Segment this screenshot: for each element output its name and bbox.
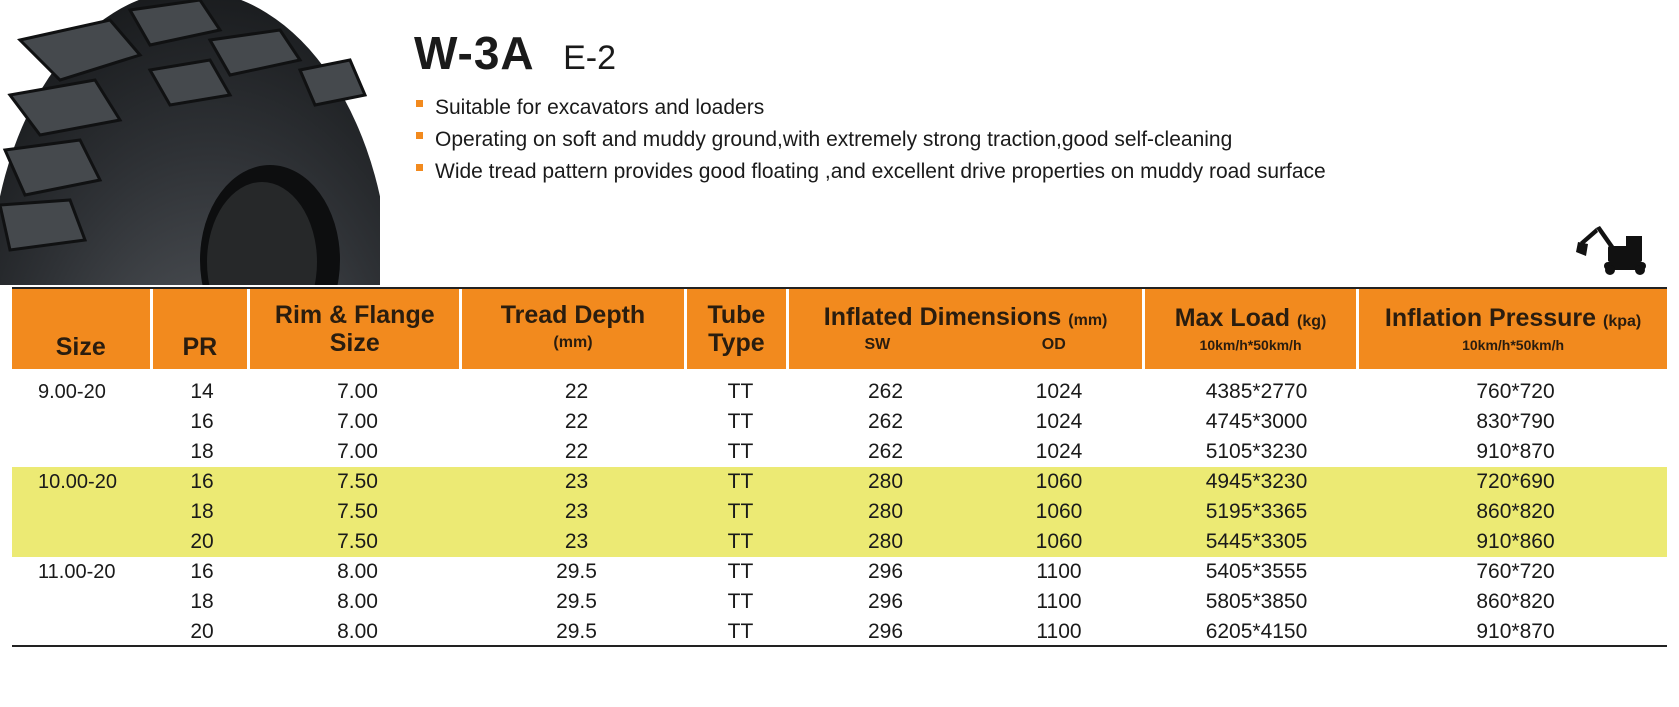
cell-od: 1024 (1035, 440, 1083, 463)
table-row (12, 617, 1667, 647)
header-tube (687, 289, 787, 369)
cell-tread: 22 (564, 440, 589, 463)
cell-sw: 296 (867, 560, 904, 583)
cell-sw: 296 (867, 590, 904, 613)
header-rim (250, 289, 459, 369)
cell-tread: 23 (564, 530, 589, 553)
cell-pressure: 860*820 (1476, 590, 1555, 613)
feature-item (416, 156, 1326, 188)
header-dims-subs (789, 335, 1142, 355)
cell-max-load: 5195*3365 (1205, 500, 1308, 523)
cell-tube: TT (727, 620, 754, 643)
cell-tread: 29.5 (556, 590, 597, 613)
cell-pr: 16 (190, 470, 214, 493)
cell-pressure: 860*820 (1476, 500, 1555, 523)
cell-rim: 7.00 (337, 410, 378, 433)
cell-pr: 20 (190, 530, 214, 553)
header-tread (462, 289, 683, 369)
cell-sw: 262 (867, 410, 904, 433)
header-load-label: Max Load (1174, 304, 1291, 332)
cell-tube: TT (727, 530, 754, 553)
pattern-code: E-2 (563, 39, 616, 77)
cell-pr: 14 (190, 380, 214, 403)
cell-max-load: 5105*3230 (1205, 440, 1308, 463)
model-name: W-3A (414, 27, 535, 79)
cell-od: 1024 (1035, 380, 1083, 403)
header-od: OD (1041, 336, 1066, 353)
cell-pr: 16 (190, 560, 214, 583)
cell-sw: 280 (867, 530, 904, 553)
size-group (12, 377, 1667, 467)
cell-tread: 23 (564, 500, 589, 523)
cell-pressure: 910*870 (1476, 440, 1555, 463)
cell-pressure: 760*720 (1476, 560, 1555, 583)
table-row (12, 557, 1667, 587)
cell-tread: 29.5 (556, 560, 597, 583)
cell-pressure: 910*870 (1476, 620, 1555, 643)
feature-text: Operating on soft and muddy ground,with extremely strong traction,good self-cleaning (435, 128, 1233, 151)
cell-od: 1060 (1035, 500, 1083, 523)
bullet-icon (416, 100, 423, 107)
cell-max-load: 4945*3230 (1205, 470, 1308, 493)
cell-max-load: 4745*3000 (1205, 410, 1308, 433)
product-title (414, 26, 616, 80)
cell-tube: TT (727, 410, 754, 433)
cell-max-load: 4385*2770 (1205, 380, 1308, 403)
cell-pressure: 830*790 (1476, 410, 1555, 433)
cell-tread: 22 (564, 410, 589, 433)
cell-size: 11.00-20 (38, 560, 116, 583)
cell-sw: 262 (867, 440, 904, 463)
table-row (12, 407, 1667, 437)
size-group (12, 467, 1667, 557)
cell-rim: 8.00 (337, 560, 378, 583)
cell-rim: 7.00 (337, 380, 378, 403)
cell-tread: 29.5 (556, 620, 597, 643)
cell-rim: 7.50 (337, 470, 378, 493)
cell-size: 9.00-20 (38, 380, 106, 403)
cell-rim: 7.50 (337, 500, 378, 523)
table-row (12, 587, 1667, 617)
cell-max-load: 5405*3555 (1205, 560, 1308, 583)
cell-tread: 23 (564, 470, 589, 493)
cell-pr: 18 (190, 590, 214, 613)
excavator-icon (1574, 222, 1654, 276)
cell-tread: 22 (564, 380, 589, 403)
cell-tube: TT (727, 500, 754, 523)
header-size (12, 289, 150, 369)
header-dims-label: Inflated Dimensions (823, 303, 1062, 331)
header-press-title (1385, 304, 1641, 336)
cell-tube: TT (727, 440, 754, 463)
cell-rim: 8.00 (337, 590, 378, 613)
table-bottom-rule (12, 645, 1667, 647)
cell-tube: TT (727, 380, 754, 403)
table-row (12, 527, 1667, 557)
cell-tube: TT (727, 590, 754, 613)
header-load-sub: 10km/h*50km/h (1199, 337, 1302, 353)
feature-text: Wide tread pattern provides good floating ,and excellent drive properties on muddy road surface (435, 160, 1326, 183)
tire-image (0, 0, 380, 285)
header-pr-label: PR (182, 333, 218, 361)
cell-od: 1100 (1036, 560, 1082, 583)
cell-rim: 7.50 (337, 530, 378, 553)
header-tread-label: Tread Depth (500, 301, 646, 329)
cell-od: 1060 (1035, 530, 1083, 553)
header-dims (789, 289, 1142, 369)
feature-item (416, 124, 1326, 156)
cell-tube: TT (727, 560, 754, 583)
header-press-label: Inflation Pressure (1384, 304, 1597, 332)
cell-pressure: 720*690 (1476, 470, 1555, 493)
cell-sw: 296 (867, 620, 904, 643)
header-rim-label: Rim & Flange Size (274, 301, 435, 357)
cell-pressure: 760*720 (1476, 380, 1555, 403)
cell-sw: 262 (867, 380, 904, 403)
header-press-sub: 10km/h*50km/h (1462, 337, 1565, 353)
header-load (1145, 289, 1356, 369)
cell-pr: 18 (190, 440, 214, 463)
cell-rim: 8.00 (337, 620, 378, 643)
header-tread-unit: (mm) (553, 334, 593, 351)
cell-max-load: 6205*4150 (1205, 620, 1308, 643)
cell-od: 1024 (1035, 410, 1083, 433)
header-press-unit: (kpa) (1603, 313, 1642, 330)
header-dims-unit: (mm) (1068, 312, 1108, 329)
cell-pr: 18 (190, 500, 214, 523)
table-body (12, 377, 1667, 647)
feature-list (416, 92, 1326, 188)
header-pr (153, 289, 248, 369)
cell-max-load: 5445*3305 (1205, 530, 1308, 553)
feature-item (416, 92, 1326, 124)
cell-sw: 280 (867, 470, 904, 493)
cell-pr: 20 (190, 620, 214, 643)
cell-pressure: 910*860 (1476, 530, 1555, 553)
size-group (12, 557, 1667, 647)
cell-sw: 280 (867, 500, 904, 523)
header-press (1359, 289, 1667, 369)
cell-pr: 16 (190, 410, 214, 433)
cell-size: 10.00-20 (38, 470, 117, 493)
cell-rim: 7.00 (337, 440, 378, 463)
header-load-title (1175, 304, 1327, 336)
bullet-icon (416, 132, 423, 139)
header-load-unit: (kg) (1296, 313, 1327, 330)
cell-od: 1100 (1036, 620, 1082, 643)
feature-text: Suitable for excavators and loaders (435, 96, 765, 119)
header-tube-label: Tube Type (707, 301, 766, 357)
table-row (12, 497, 1667, 527)
bullet-icon (416, 164, 423, 171)
table-row (12, 437, 1667, 467)
table-header (12, 289, 1667, 369)
cell-od: 1060 (1035, 470, 1083, 493)
cell-tube: TT (727, 470, 754, 493)
cell-od: 1100 (1036, 590, 1082, 613)
table-row (12, 377, 1667, 407)
header-size-label: Size (55, 333, 106, 361)
cell-max-load: 5805*3850 (1205, 590, 1308, 613)
table-row (12, 467, 1667, 497)
header-dims-title (789, 303, 1142, 335)
header-sw: SW (864, 336, 891, 353)
